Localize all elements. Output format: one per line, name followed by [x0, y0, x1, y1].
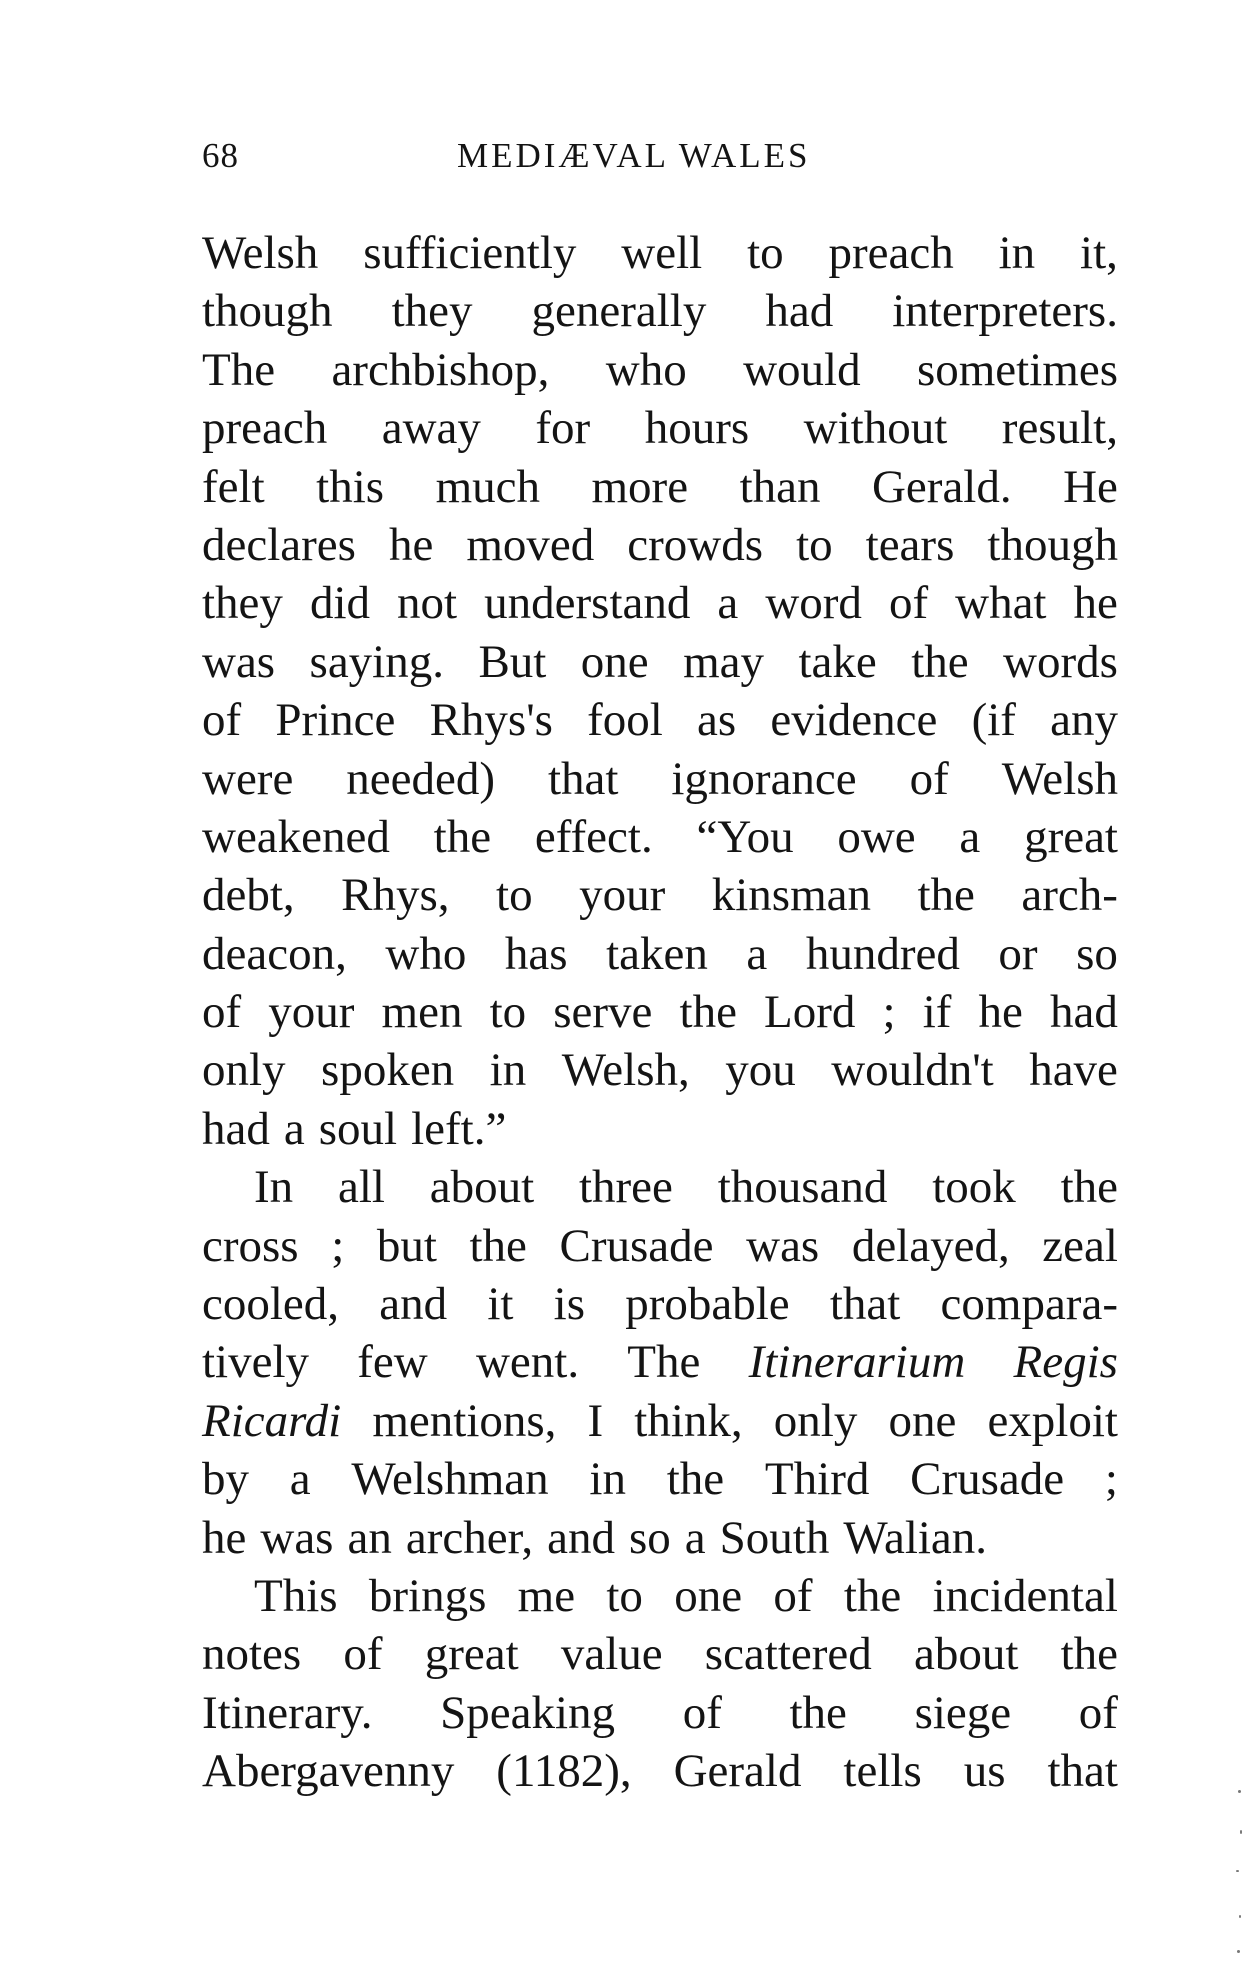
word: taken [606, 927, 708, 980]
text-line [202, 516, 1118, 574]
scan-speck [1240, 1830, 1242, 1834]
text-line [202, 341, 1118, 399]
word: great [1024, 810, 1118, 863]
word: a [289, 1453, 311, 1506]
word: all [337, 1161, 385, 1214]
word: tively [202, 1336, 310, 1389]
word: Welshman [351, 1453, 549, 1506]
word: he [202, 1511, 247, 1564]
word: but [376, 1219, 437, 1272]
word: sufficiently [363, 227, 577, 279]
word: only [773, 1394, 858, 1447]
word: any [1050, 694, 1118, 747]
word: of [343, 1628, 383, 1681]
word: without [803, 402, 948, 455]
word: is [553, 1278, 585, 1331]
word: the [469, 1219, 527, 1272]
word: than [739, 460, 821, 513]
page-header [202, 136, 1118, 178]
word: South [719, 1511, 830, 1564]
word: of [1078, 1686, 1118, 1739]
word: a [717, 577, 739, 630]
word: that [829, 1278, 901, 1331]
word: to [489, 986, 527, 1039]
word: about [429, 1161, 535, 1214]
word: of [888, 577, 929, 630]
text-line [202, 866, 1118, 924]
word: were [202, 752, 294, 805]
text-line [202, 1100, 1118, 1158]
scan-speck [1238, 1790, 1241, 1793]
word: tells [843, 1745, 922, 1798]
word: moved [466, 518, 595, 571]
word: crowds [627, 518, 764, 571]
text-line [202, 750, 1118, 808]
word: had [1050, 986, 1118, 1039]
word: of [682, 1686, 722, 1739]
word: siege [914, 1686, 1012, 1739]
word: incidental [932, 1569, 1118, 1622]
word: arch- [1021, 869, 1118, 922]
word: did [309, 577, 371, 630]
word: Gerald [673, 1745, 802, 1798]
word: had [202, 1102, 270, 1155]
word: to [747, 227, 784, 279]
word: Rhys, [341, 869, 450, 922]
text-line [202, 808, 1118, 866]
word: as [697, 694, 737, 747]
text-line [202, 1509, 1118, 1567]
word: brings [368, 1569, 487, 1622]
word: serve [553, 986, 653, 1039]
word: Crusade [559, 1219, 714, 1272]
word: Speaking [440, 1686, 616, 1739]
text-line [202, 282, 1118, 340]
word: though [987, 518, 1118, 571]
word: one [674, 1569, 743, 1622]
word: word [765, 577, 862, 630]
body-text [202, 224, 1118, 1801]
word: he [978, 986, 1023, 1039]
word: cross [202, 1219, 299, 1272]
word: Rhys's [429, 694, 553, 747]
word: ignorance [671, 752, 857, 805]
word: Welsh [1001, 752, 1118, 805]
word: ; [882, 986, 896, 1039]
word: probable [625, 1278, 790, 1331]
word: was [260, 1511, 334, 1564]
word: it [487, 1278, 514, 1331]
word: soul [318, 1102, 398, 1155]
word: that [547, 752, 619, 805]
word: men [381, 986, 463, 1039]
word: who [385, 927, 467, 980]
word: in [589, 1453, 626, 1506]
word: only [202, 1044, 286, 1097]
word: The [627, 1336, 701, 1389]
word: he [388, 518, 434, 571]
word: (1182), [496, 1745, 632, 1798]
scan-speck [1236, 1870, 1239, 1872]
word: in [998, 227, 1036, 279]
word: fool [587, 694, 663, 747]
word: your [579, 869, 666, 922]
word: (if [971, 694, 1016, 747]
text-line [202, 1275, 1118, 1333]
word: He [1063, 460, 1118, 513]
word: The [202, 343, 276, 396]
word: words [1003, 635, 1118, 688]
word: generally [531, 285, 707, 338]
word: sometimes [916, 343, 1118, 396]
word: declares [202, 518, 356, 571]
word: left.” [411, 1102, 507, 1155]
text-line [202, 399, 1118, 457]
word: the [917, 869, 975, 922]
word: the [679, 986, 737, 1039]
word: evidence [770, 694, 938, 747]
word: mentions, [372, 1394, 557, 1447]
word: it, [1080, 227, 1118, 279]
word: understand [484, 577, 691, 630]
word: archbishop, [331, 343, 550, 396]
word: “You [696, 810, 794, 863]
word: if [922, 986, 952, 1039]
word: hundred [805, 927, 960, 980]
word: so [1076, 927, 1118, 980]
word: ; [1104, 1453, 1118, 1506]
word: the [789, 1686, 847, 1739]
word: Welsh [202, 227, 319, 279]
word: the [1060, 1628, 1118, 1681]
word: the [843, 1569, 902, 1622]
word: think, [634, 1394, 743, 1447]
word: of [202, 986, 242, 1039]
word: compara- [940, 1278, 1118, 1331]
text-line [202, 1742, 1118, 1800]
word: though [202, 285, 333, 338]
text-line [202, 224, 1118, 282]
word: more [591, 460, 689, 513]
word: result, [1001, 402, 1118, 455]
word: This [254, 1569, 338, 1622]
word: to [796, 518, 833, 571]
word: of [909, 752, 949, 805]
word: one [580, 635, 649, 688]
word: a [684, 1511, 706, 1564]
word: was [746, 1219, 820, 1272]
word: But [478, 635, 547, 688]
word: your [268, 986, 355, 1039]
word: a [746, 927, 768, 980]
word: Prince [275, 694, 396, 747]
word: so [628, 1511, 671, 1564]
word: weakened [202, 810, 390, 863]
word: Regis [1013, 1336, 1118, 1389]
word: for [535, 402, 591, 455]
word: that [1047, 1745, 1118, 1798]
word: the [1060, 1161, 1118, 1214]
running-title: MEDIÆVAL WALES [457, 136, 811, 175]
word: us [963, 1745, 1006, 1798]
word: and [547, 1511, 615, 1564]
word: scattered [704, 1628, 872, 1681]
word: the [433, 810, 492, 863]
text-line [202, 458, 1118, 516]
word: owe [837, 810, 916, 863]
text-line [202, 1041, 1118, 1099]
word: exploit [987, 1394, 1118, 1447]
word: preach [202, 402, 328, 455]
text-line [202, 925, 1118, 983]
word: great [424, 1628, 519, 1681]
word: saying. [309, 635, 444, 688]
word: an [347, 1511, 392, 1564]
text-line [202, 1158, 1118, 1216]
page-number: 68 [202, 136, 239, 175]
word: cooled, [202, 1278, 340, 1331]
word: about [913, 1628, 1019, 1681]
word: have [1029, 1044, 1118, 1097]
text-line [202, 1684, 1118, 1742]
word: Ricardi [202, 1394, 342, 1447]
word: and [379, 1278, 448, 1331]
text-line [202, 983, 1118, 1041]
word: in [489, 1044, 527, 1097]
word: needed) [346, 752, 495, 805]
word: the [911, 635, 969, 688]
word: may [683, 635, 765, 688]
word: to [606, 1569, 643, 1622]
word: kinsman [711, 869, 871, 922]
word: debt, [202, 869, 295, 922]
word: hours [644, 402, 750, 455]
word: would [743, 343, 861, 396]
word: much [435, 460, 540, 513]
word: or [998, 927, 1038, 980]
word: not [397, 577, 458, 630]
word: zeal [1042, 1219, 1118, 1272]
word: Abergavenny [202, 1745, 455, 1798]
word: Third [764, 1453, 870, 1506]
word: archer, [405, 1511, 534, 1564]
word: wouldn't [831, 1044, 994, 1097]
word: deacon, [202, 927, 347, 980]
word: the [666, 1453, 725, 1506]
word: they [391, 285, 473, 338]
word: Walian. [843, 1511, 988, 1564]
word: a [283, 1102, 305, 1155]
word: Welsh, [561, 1044, 690, 1097]
word: take [798, 635, 877, 688]
word: Lord [764, 986, 856, 1039]
word: value [560, 1628, 663, 1681]
text-line [202, 1217, 1118, 1275]
word: a [959, 810, 981, 863]
word: you [725, 1044, 796, 1097]
word: Itinerarium [748, 1336, 966, 1389]
text-line [202, 1625, 1118, 1683]
word: me [517, 1569, 576, 1622]
word: preach [828, 227, 954, 279]
word: I [587, 1394, 604, 1447]
text-line [202, 1392, 1118, 1450]
text-line [202, 633, 1118, 691]
word: was [202, 635, 276, 688]
word: Itinerary. [202, 1686, 373, 1739]
word: well [621, 227, 703, 279]
word: felt [202, 460, 265, 513]
text-line [202, 1450, 1118, 1508]
word: notes [202, 1628, 302, 1681]
word: this [316, 460, 385, 513]
word: one [888, 1394, 957, 1447]
word: interpreters. [892, 285, 1118, 338]
word: of [773, 1569, 813, 1622]
word: had [765, 285, 834, 338]
word: effect. [534, 810, 653, 863]
word: he [1073, 577, 1118, 630]
word: went. [475, 1336, 580, 1389]
word: who [605, 343, 687, 396]
word: spoken [321, 1044, 455, 1097]
text-line [202, 691, 1118, 749]
word: ; [331, 1219, 345, 1272]
word: Gerald. [871, 460, 1012, 513]
word: thousand [717, 1161, 888, 1214]
word: to [496, 869, 533, 922]
word: few [357, 1336, 428, 1389]
word: away [381, 402, 481, 455]
word: took [932, 1161, 1016, 1214]
text-line [202, 1333, 1118, 1391]
word: by [202, 1453, 249, 1506]
word: three [578, 1161, 673, 1214]
text-line [202, 1567, 1118, 1625]
word: of [202, 694, 242, 747]
scan-speck [1239, 1915, 1241, 1918]
word: Crusade [910, 1453, 1065, 1506]
word: In [254, 1161, 294, 1214]
scan-speck [1237, 1950, 1240, 1953]
word: delayed, [851, 1219, 1010, 1272]
word: what [955, 577, 1047, 630]
word: has [504, 927, 568, 980]
word: tears [865, 518, 955, 571]
text-line [202, 574, 1118, 632]
word: they [202, 577, 283, 630]
